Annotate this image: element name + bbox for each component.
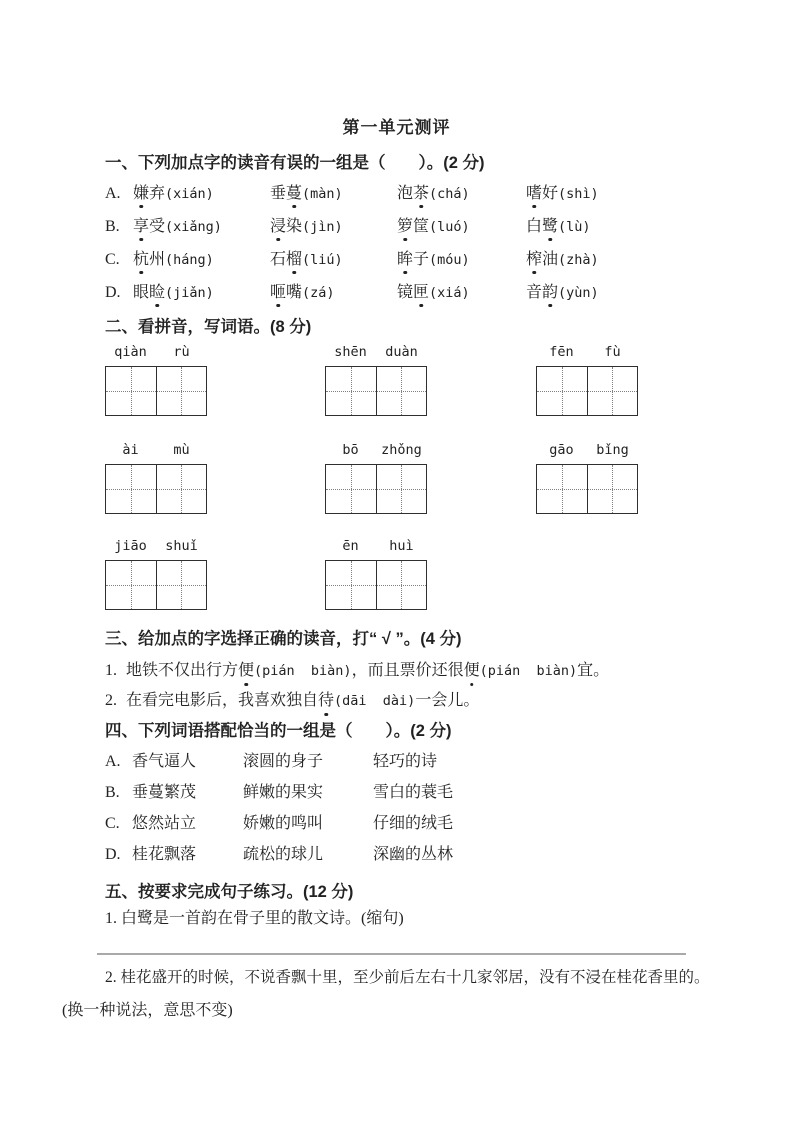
section-three bbox=[62, 628, 731, 712]
section-one bbox=[62, 152, 731, 303]
grid-row bbox=[105, 538, 731, 610]
word-with-pinyin bbox=[133, 184, 270, 204]
pinyin-syllable: shuǐ bbox=[165, 538, 198, 554]
writing-grid-cell bbox=[376, 367, 426, 415]
pinyin-syllable: ēn bbox=[342, 538, 359, 554]
pinyin-text: (chá) bbox=[429, 186, 470, 202]
writing-grid-cell bbox=[326, 465, 376, 513]
pinyin-text: (màn) bbox=[302, 186, 343, 202]
phrase: 垂蔓繁茂 bbox=[132, 784, 197, 801]
hanzi-char: 好 bbox=[542, 185, 559, 202]
word-with-pinyin bbox=[526, 283, 599, 303]
pinyin-text: (jìn) bbox=[302, 219, 343, 235]
phrase: 悠然站立 bbox=[132, 815, 197, 832]
pinyin-grid-block bbox=[105, 538, 207, 610]
s3-items bbox=[62, 660, 731, 712]
pinyin-syllable: fù bbox=[604, 344, 621, 360]
s5-item1: 1. 白鹭是一首韵在骨子里的散文诗。(缩句) bbox=[105, 910, 404, 927]
pinyin-syllable: jiāo bbox=[114, 538, 147, 554]
hanzi-char: 白 bbox=[526, 218, 543, 235]
pinyin-syllable: mù bbox=[173, 442, 190, 458]
pinyin-label-row bbox=[325, 538, 427, 556]
pinyin-syllable: bǐng bbox=[596, 442, 629, 458]
hanzi-char: 弃 bbox=[149, 185, 166, 202]
pinyin-grid-block bbox=[105, 344, 207, 416]
word-with-pinyin bbox=[133, 283, 270, 303]
writing-grid bbox=[105, 366, 207, 416]
pinyin-syllable: fēn bbox=[549, 344, 574, 360]
hanzi-char: 嘴 bbox=[286, 284, 303, 301]
phrase: 香气逼人 bbox=[132, 753, 197, 770]
writing-grid-cell bbox=[376, 465, 426, 513]
hanzi-char: 杭 bbox=[133, 251, 150, 268]
item-number: 1. bbox=[105, 662, 117, 679]
pinyin-grid-block bbox=[325, 442, 427, 514]
hanzi-char: 筐 bbox=[413, 218, 430, 235]
pinyin-label-row bbox=[536, 442, 638, 460]
pinyin-syllable: qiàn bbox=[114, 344, 147, 360]
pinyin-grid-block bbox=[325, 538, 427, 610]
grid-row bbox=[105, 442, 731, 514]
hanzi-char: 子 bbox=[413, 251, 430, 268]
hanzi-char: 嫌 bbox=[133, 185, 150, 202]
choice-label: C. bbox=[105, 815, 120, 832]
pinyin-label-row bbox=[325, 344, 427, 362]
writing-grid-cell bbox=[587, 465, 637, 513]
hanzi-char: 受 bbox=[149, 218, 166, 235]
pinyin-text: (xián) bbox=[165, 186, 214, 202]
hanzi-char: 浸 bbox=[270, 218, 287, 235]
pinyin-syllable: bō bbox=[342, 442, 359, 458]
word-with-pinyin bbox=[397, 217, 526, 237]
word-with-pinyin bbox=[270, 217, 397, 237]
choice-label: A. bbox=[105, 185, 121, 202]
pinyin-grid-block bbox=[536, 344, 638, 416]
writing-grid-cell bbox=[326, 367, 376, 415]
writing-grid-cell bbox=[537, 367, 587, 415]
sentence-item bbox=[105, 660, 731, 682]
word-with-pinyin bbox=[526, 217, 591, 237]
s5-item2-line1: 2. 桂花盛开的时候，不说香飘十里，至少前后左右十几家邻居，没有不浸在桂花香里的。 bbox=[105, 969, 710, 986]
grid-row bbox=[105, 344, 731, 416]
hanzi-char: 泡 bbox=[397, 185, 414, 202]
pinyin-syllable: ài bbox=[122, 442, 139, 458]
hanzi-char: 便 bbox=[238, 660, 254, 682]
choice-label: B. bbox=[105, 218, 120, 235]
pinyin-text: (xiá) bbox=[429, 285, 470, 301]
writing-grid bbox=[325, 464, 427, 514]
writing-grid-cell bbox=[156, 465, 206, 513]
phrase: 疏松的球儿 bbox=[243, 846, 324, 863]
pinyin-text: (yùn) bbox=[558, 285, 599, 301]
section-two bbox=[62, 316, 731, 610]
word-with-pinyin bbox=[133, 250, 270, 270]
pinyin-text: (shì) bbox=[558, 186, 599, 202]
pinyin-choice: (pián biàn) bbox=[254, 663, 352, 679]
section-five bbox=[62, 881, 731, 1021]
word-with-pinyin bbox=[270, 283, 397, 303]
hanzi-char: 鹭 bbox=[542, 218, 559, 235]
writing-grid-cell bbox=[587, 367, 637, 415]
word-with-pinyin bbox=[270, 250, 397, 270]
pinyin-syllable: gāo bbox=[549, 442, 574, 458]
hanzi-char: 嗜 bbox=[526, 185, 543, 202]
phrase: 鲜嫩的果实 bbox=[243, 784, 324, 801]
choice-row bbox=[105, 752, 731, 772]
hanzi-char: 箩 bbox=[397, 218, 414, 235]
pinyin-text: (zhà) bbox=[558, 252, 599, 268]
hanzi-char: 镜 bbox=[397, 284, 414, 301]
phrase: 桂花飘落 bbox=[132, 846, 197, 863]
choice-label: D. bbox=[105, 846, 121, 863]
choice-label: C. bbox=[105, 251, 120, 268]
pinyin-grid-block bbox=[105, 442, 207, 514]
section-one-heading: 一、下列加点字的读音有误的一组是（ ）。(2 分) bbox=[105, 154, 485, 172]
pinyin-label-row bbox=[536, 344, 638, 362]
hanzi-char: 音 bbox=[526, 284, 543, 301]
pinyin-syllable: zhǒng bbox=[381, 442, 422, 458]
hanzi-char: 州 bbox=[149, 251, 166, 268]
section-five-heading: 五、按要求完成句子练习。(12 分) bbox=[105, 883, 354, 901]
hanzi-char: 享 bbox=[133, 218, 150, 235]
hanzi-char: 蔓 bbox=[286, 185, 303, 202]
writing-grid bbox=[536, 366, 638, 416]
sentence-text: ，而且票价还很 bbox=[351, 662, 464, 679]
pinyin-syllable: duàn bbox=[385, 344, 418, 360]
pinyin-choice: (dāi dài) bbox=[334, 693, 416, 709]
pinyin-label-row bbox=[325, 442, 427, 460]
pinyin-text: (háng) bbox=[165, 252, 214, 268]
hanzi-char: 便 bbox=[464, 660, 480, 682]
phrase: 雪白的蓑毛 bbox=[373, 784, 454, 801]
pinyin-text: (zá) bbox=[302, 285, 335, 301]
choice-row bbox=[105, 250, 731, 270]
writing-grid-cell bbox=[326, 561, 376, 609]
word-with-pinyin bbox=[133, 217, 270, 237]
sentence-item bbox=[105, 690, 731, 712]
writing-grid-cell bbox=[106, 561, 156, 609]
hanzi-char: 睑 bbox=[149, 284, 166, 301]
writing-grid-cell bbox=[156, 367, 206, 415]
pinyin-choice: (pián biàn) bbox=[479, 663, 578, 679]
writing-grid bbox=[105, 560, 207, 610]
sentence-text: 宜。 bbox=[577, 662, 610, 679]
section-three-heading: 三、给加点的字选择正确的读音，打“ √ ”。(4 分) bbox=[105, 630, 462, 648]
pinyin-text: (luó) bbox=[429, 219, 470, 235]
writing-grid bbox=[536, 464, 638, 514]
pinyin-text: (móu) bbox=[429, 252, 470, 268]
s2-rows bbox=[62, 344, 731, 610]
hanzi-char: 眼 bbox=[133, 284, 150, 301]
pinyin-syllable: shēn bbox=[334, 344, 367, 360]
pinyin-syllable: rù bbox=[173, 344, 190, 360]
section-two-heading: 二、看拼音，写词语。(8 分) bbox=[105, 318, 312, 336]
pinyin-grid-block bbox=[325, 344, 427, 416]
sentence-text: 地铁不仅出行方 bbox=[126, 662, 239, 679]
pinyin-label-row bbox=[105, 442, 207, 460]
hanzi-char: 韵 bbox=[542, 284, 559, 301]
phrase: 轻巧的诗 bbox=[373, 753, 438, 770]
s4-rows bbox=[105, 752, 731, 865]
pinyin-label-row bbox=[105, 538, 207, 556]
hanzi-char: 茶 bbox=[413, 185, 430, 202]
answer-line bbox=[97, 953, 686, 955]
writing-grid-cell bbox=[537, 465, 587, 513]
hanzi-char: 榨 bbox=[526, 251, 543, 268]
item-number: 2. bbox=[105, 692, 117, 709]
hanzi-char: 油 bbox=[542, 251, 559, 268]
pinyin-text: (xiǎng) bbox=[165, 219, 222, 235]
choice-label: D. bbox=[105, 284, 121, 301]
hanzi-char: 垂 bbox=[270, 185, 287, 202]
choice-row bbox=[105, 283, 731, 303]
writing-grid-cell bbox=[156, 561, 206, 609]
s1-rows bbox=[105, 184, 731, 303]
phrase: 娇嫩的鸣叫 bbox=[243, 815, 324, 832]
pinyin-text: (lù) bbox=[558, 219, 591, 235]
writing-grid bbox=[325, 560, 427, 610]
sentence-text: 一会儿。 bbox=[415, 692, 480, 709]
choice-label: B. bbox=[105, 784, 120, 801]
s5-item2-line2: (换一种说法，意思不变) bbox=[62, 1002, 233, 1019]
word-with-pinyin bbox=[526, 184, 599, 204]
choice-label: A. bbox=[105, 753, 121, 770]
pinyin-syllable: huì bbox=[389, 538, 414, 554]
choice-row bbox=[105, 783, 731, 803]
word-with-pinyin bbox=[397, 283, 526, 303]
section-four-heading: 四、下列词语搭配恰当的一组是（ ）。(2 分) bbox=[105, 722, 452, 740]
hanzi-char: 榴 bbox=[286, 251, 303, 268]
pinyin-text: (liú) bbox=[302, 252, 343, 268]
writing-grid bbox=[325, 366, 427, 416]
hanzi-char: 石 bbox=[270, 251, 287, 268]
pinyin-text: (jiǎn) bbox=[165, 285, 214, 301]
phrase: 仔细的绒毛 bbox=[373, 815, 454, 832]
writing-grid-cell bbox=[376, 561, 426, 609]
hanzi-char: 匣 bbox=[413, 284, 430, 301]
word-with-pinyin bbox=[397, 184, 526, 204]
word-with-pinyin bbox=[397, 250, 526, 270]
choice-row bbox=[105, 814, 731, 834]
writing-grid-cell bbox=[106, 465, 156, 513]
writing-grid bbox=[105, 464, 207, 514]
word-with-pinyin bbox=[526, 250, 599, 270]
choice-row bbox=[105, 217, 731, 237]
pinyin-label-row bbox=[105, 344, 207, 362]
word-with-pinyin bbox=[270, 184, 397, 204]
phrase: 深幽的丛林 bbox=[373, 846, 454, 863]
hanzi-char: 咂 bbox=[270, 284, 287, 301]
phrase: 滚圆的身子 bbox=[243, 753, 324, 770]
choice-row bbox=[105, 845, 731, 865]
page-title: 第一单元测评 bbox=[342, 118, 451, 137]
hanzi-char: 眸 bbox=[397, 251, 414, 268]
sentence-text: 在看完电影后，我喜欢独自 bbox=[126, 692, 319, 709]
hanzi-char: 染 bbox=[286, 218, 303, 235]
hanzi-char: 待 bbox=[318, 690, 334, 712]
pinyin-grid-block bbox=[536, 442, 638, 514]
writing-grid-cell bbox=[106, 367, 156, 415]
section-four bbox=[62, 720, 731, 865]
choice-row bbox=[105, 184, 731, 204]
